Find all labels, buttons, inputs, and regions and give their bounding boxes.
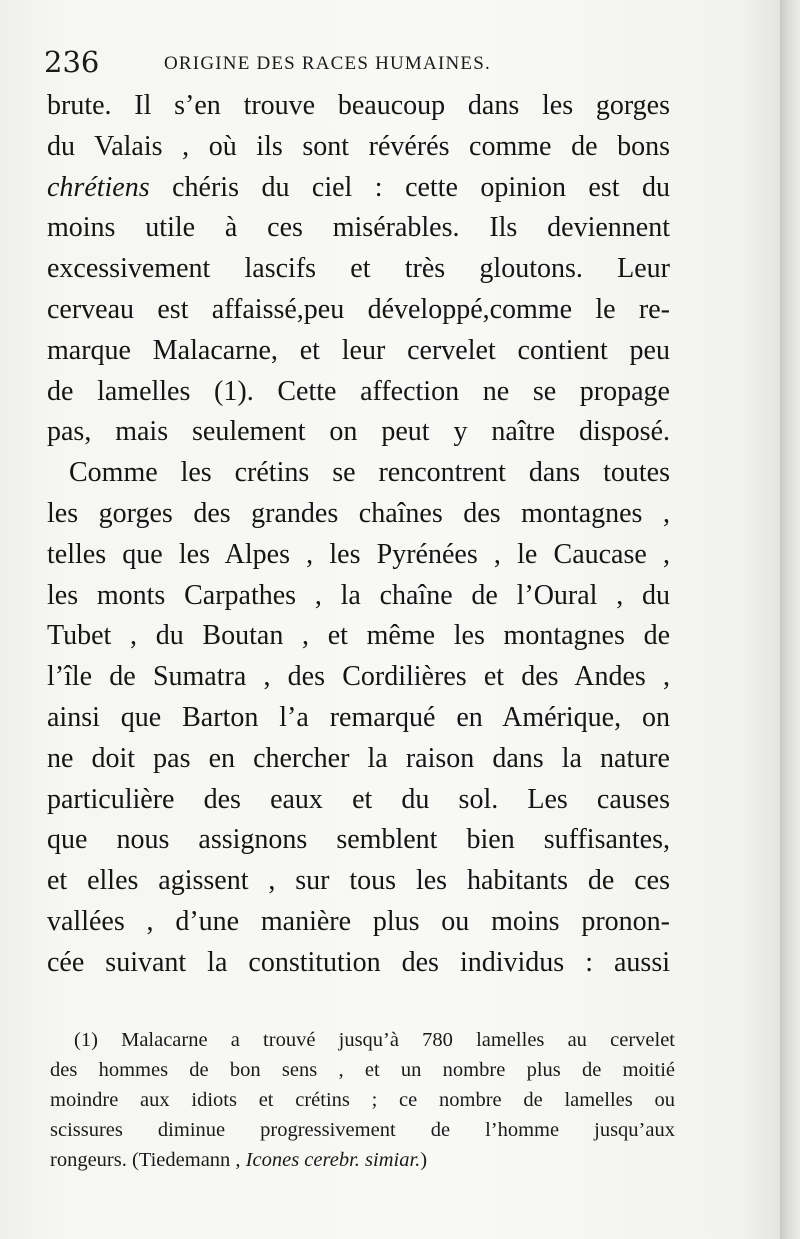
page-edge-shadow: [780, 0, 800, 1239]
text-run: moins utile à ces misérables. Ils deviennent: [47, 212, 670, 244]
text-line: [47, 127, 670, 168]
footnote-line: [50, 1115, 675, 1145]
text-run: cée suivant la constitution des individus : aussi: [47, 946, 670, 978]
main-text-block: [47, 86, 670, 984]
text-line: [47, 331, 670, 372]
text-run: (1) Malacarne a trouvé jusqu’à 780 lamelles au cervelet: [74, 1029, 675, 1051]
text-line: [47, 535, 670, 576]
text-run: et elles agissent , sur tous les habitants de ces: [47, 865, 670, 897]
text-line: [47, 208, 670, 249]
text-run: des hommes de bon sens , et un nombre plus de moitié: [50, 1059, 675, 1081]
text-run: excessivement lascifs et très gloutons. Leur: [47, 253, 670, 285]
footnote-line: [50, 1145, 675, 1175]
text-run: brute. Il s’en trouve beaucoup dans les gorges: [47, 90, 670, 121]
text-line: [47, 249, 670, 290]
text-run: scissures diminue progressivement de l’homme jusqu’aux: [50, 1119, 675, 1141]
text-run: Comme les crétins se rencontrent dans toutes: [69, 457, 670, 489]
text-line: [47, 372, 670, 413]
text-run: l’île de Sumatra , des Cordilières et des Andes ,: [47, 661, 670, 693]
text-run: rongeurs. (Tiedemann ,: [50, 1149, 246, 1171]
text-line: [47, 616, 670, 657]
text-line: [47, 943, 670, 984]
text-run: vallées , d’une manière plus ou moins pronon-: [47, 905, 670, 937]
text-run: moindre aux idiots et crétins ; ce nombre de lamelles ou: [50, 1089, 675, 1111]
text-line: [47, 290, 670, 331]
text-run: cerveau est affaissé,peu développé,comme le re-: [47, 293, 670, 325]
page-number: 236: [44, 45, 100, 79]
text-run: ): [420, 1149, 428, 1171]
text-line: [47, 494, 670, 535]
text-run: chéris du ciel : cette opinion est du: [149, 171, 670, 203]
text-line: [47, 698, 670, 739]
text-line: [47, 902, 670, 943]
footnote-line: [50, 1085, 675, 1115]
text-run: du Valais , où ils sont révérés comme de bons: [47, 130, 670, 162]
page-header: [44, 44, 684, 80]
text-line: [47, 820, 670, 861]
running-title: ORIGINE DES RACES HUMAINES.: [164, 53, 491, 74]
italic-text: chrétiens: [47, 171, 150, 203]
text-line: [47, 168, 670, 209]
text-run: pas, mais seulement on peut y naître disposé.: [47, 416, 670, 448]
footnote-block: [50, 1025, 675, 1175]
text-line: [47, 86, 670, 127]
text-run: que nous assignons semblent bien suffisantes,: [47, 824, 670, 856]
text-line: [47, 739, 670, 780]
text-run: de lamelles (1). Cette affection ne se propage: [47, 375, 670, 407]
text-line: [47, 412, 670, 453]
text-line: [47, 453, 670, 494]
text-run: les monts Carpathes , la chaîne de l’Oural , du: [47, 579, 670, 611]
text-run: marque Malacarne, et leur cervelet contient peu: [47, 334, 670, 366]
text-run: particulière des eaux et du sol. Les causes: [47, 783, 670, 815]
text-run: telles que les Alpes , les Pyrénées , le Caucase ,: [47, 538, 670, 570]
text-line: [47, 576, 670, 617]
text-run: ne doit pas en chercher la raison dans la nature: [47, 742, 670, 774]
text-run: Tubet , du Boutan , et même les montagnes de: [47, 620, 670, 652]
text-line: [47, 780, 670, 821]
text-run: les gorges des grandes chaînes des montagnes ,: [47, 497, 670, 529]
text-line: [47, 861, 670, 902]
footnote-line: [50, 1055, 675, 1085]
text-run: ainsi que Barton l’a remarqué en Amérique, on: [47, 701, 670, 733]
text-line: [47, 657, 670, 698]
italic-text: Icones cerebr. simiar.: [245, 1149, 421, 1171]
footnote-line: [50, 1025, 675, 1055]
